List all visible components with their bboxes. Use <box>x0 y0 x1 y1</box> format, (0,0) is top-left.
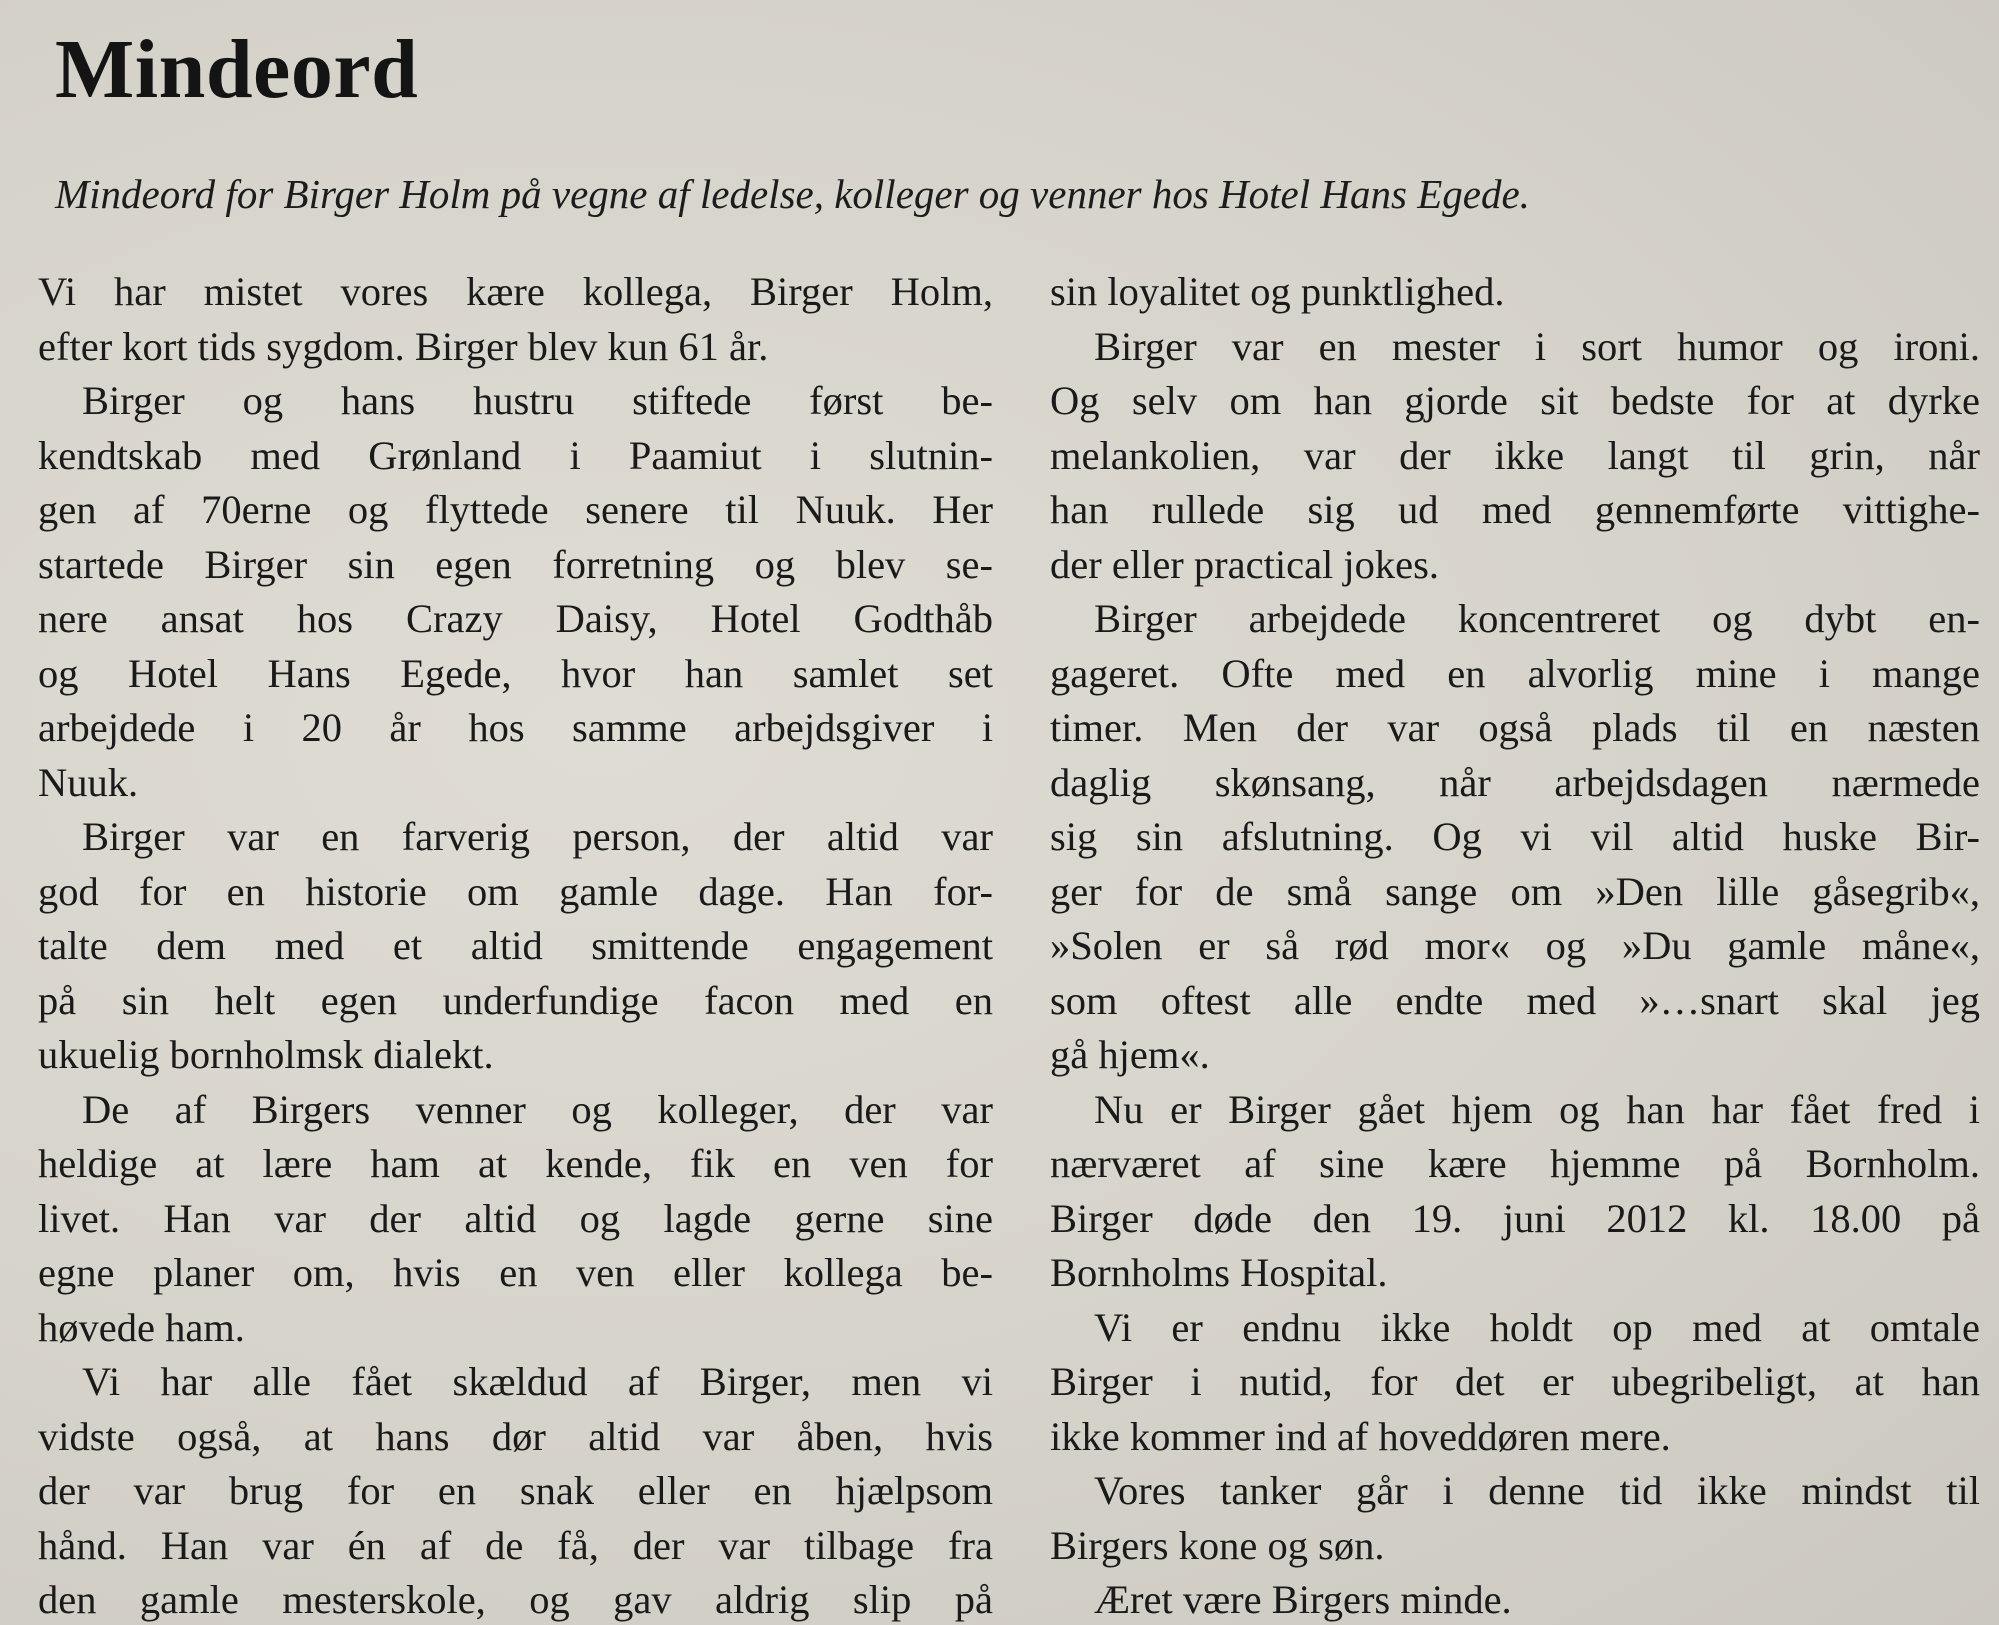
text-line: som oftest alle endte med »…snart skal jeg <box>1050 977 1980 1023</box>
text-line: høvede ham. <box>38 1304 245 1350</box>
text-line: Vi har alle fået skældud af Birger, men vi <box>82 1359 993 1404</box>
text-line: ger for de små sange om »Den lille gåsegrib«, <box>1050 868 1980 914</box>
article-title: Mindeord <box>55 23 419 116</box>
text-line: Birger døde den 19. juni 2012 kl. 18.00 på <box>1050 1195 1980 1241</box>
text-line: vidste også, at hans dør altid var åben, hvis <box>38 1413 993 1459</box>
right-column <box>1050 265 1980 1625</box>
text-line: der var brug for en snak eller en hjælpsom <box>38 1468 993 1513</box>
text-line: Vores tanker går i denne tid ikke mindst til <box>1094 1468 1980 1513</box>
text-line: gå hjem«. <box>1050 1032 1210 1077</box>
text-line: startede Birger sin egen forretning og blev se- <box>38 541 993 587</box>
text-line: Birger var en farverig person, der altid var <box>82 814 993 859</box>
text-line: på sin helt egen underfundige facon med en <box>38 977 993 1023</box>
text-line: timer. Men der var også plads til en næsten <box>1050 705 1980 750</box>
text-line: Birger i nutid, for det er ubegribeligt, at han <box>1050 1359 1980 1404</box>
text-line: Birgers kone og søn. <box>1050 1522 1385 1568</box>
text-line: den gamle mesterskole, og gav aldrig slip på <box>38 1577 993 1622</box>
text-line: Og selv om han gjorde sit bedste for at dyrke <box>1050 378 1980 423</box>
text-line: nærværet af sine kære hjemme på Bornholm. <box>1050 1141 1980 1186</box>
text-line: der eller practical jokes. <box>1050 541 1440 587</box>
article-subtitle: Mindeord for Birger Holm på vegne af ledelse, kolleger og venner hos Hotel Hans Egede. <box>55 171 1530 217</box>
text-line: Vi er endnu ikke holdt op med at omtale <box>1094 1304 1980 1350</box>
text-line: efter kort tids sygdom. Birger blev kun 61 år. <box>38 323 769 369</box>
text-line: Vi har mistet vores kære kollega, Birger Holm, <box>38 269 993 314</box>
text-line: ikke kommer ind af hoveddøren mere. <box>1050 1413 1671 1459</box>
text-line: nere ansat hos Crazy Daisy, Hotel Godthåb <box>38 596 993 641</box>
text-line: og Hotel Hans Egede, hvor han samlet set <box>38 650 993 696</box>
article-body <box>0 265 1999 1622</box>
text-line: Nu er Birger gået hjem og han har fået fred i <box>1094 1086 1980 1132</box>
text-line: han rullede sig ud med gennemførte vittighe- <box>1050 487 1980 532</box>
text-line: ukuelig bornholmsk dialekt. <box>38 1032 494 1077</box>
text-line: arbejdede i 20 år hos samme arbejdsgiver i <box>38 705 993 750</box>
text-line: livet. Han var der altid og lagde gerne sine <box>38 1195 993 1241</box>
text-line: daglig skønsang, når arbejdsdagen nærmede <box>1050 759 1980 805</box>
text-line: Bornholms Hospital. <box>1050 1250 1388 1295</box>
text-line: Birger var en mester i sort humor og ironi. <box>1094 323 1980 369</box>
text-line: Birger og hans hustru stiftede først be- <box>82 378 993 423</box>
text-line: Æret være Birgers minde. <box>1094 1577 1512 1622</box>
text-line: hånd. Han var én af de få, der var tilbage fra <box>38 1522 993 1568</box>
text-line: kendtskab med Grønland i Paamiut i slutnin- <box>38 432 993 478</box>
text-line: Nuuk. <box>38 759 139 805</box>
text-line: gen af 70erne og flyttede senere til Nuuk. Her <box>38 487 993 532</box>
text-line: De af Birgers venner og kolleger, der var <box>82 1086 993 1132</box>
text-line: talte dem med et altid smittende engagement <box>38 923 993 968</box>
text-line: god for en historie om gamle dage. Han for- <box>38 868 993 914</box>
text-line: heldige at lære ham at kende, fik en ven for <box>38 1141 993 1186</box>
text-line: gageret. Ofte med en alvorlig mine i mange <box>1050 650 1980 696</box>
text-line: Birger arbejdede koncentreret og dybt en- <box>1094 596 1980 641</box>
text-line: egne planer om, hvis en ven eller kollega be- <box>38 1250 993 1295</box>
left-column <box>38 265 993 1625</box>
text-line: sin loyalitet og punktlighed. <box>1050 269 1505 314</box>
text-line: »Solen er så rød mor« og »Du gamle måne«, <box>1050 923 1980 968</box>
text-line: melankolien, var der ikke langt til grin, når <box>1050 432 1980 478</box>
text-line: sig sin afslutning. Og vi vil altid huske Bir- <box>1050 814 1980 859</box>
